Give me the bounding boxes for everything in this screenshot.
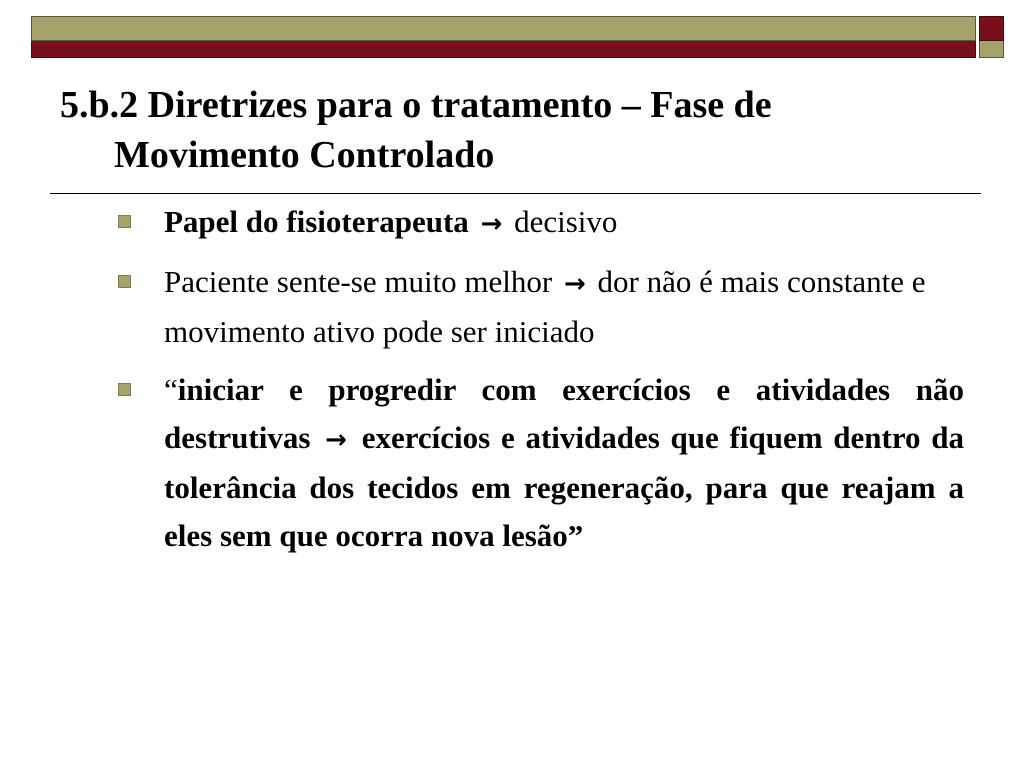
header-bar-maroon	[31, 41, 976, 58]
bullet-square-icon	[118, 215, 131, 228]
header-bar-olive	[31, 16, 976, 41]
slide-title-line2: Movimento Controlado	[114, 134, 495, 176]
slide-title-line1: 5.b.2 Diretrizes para o tratamento – Fase de	[60, 84, 772, 126]
bullet-3-after: exercícios e atividades que fiquem dentro da tolerância dos tecidos em regeneração, para que reajam a eles sem que ocorra nova lesão”	[164, 420, 965, 553]
bullet-2-before: Paciente sente-se muito melhor	[164, 264, 553, 299]
slide-title	[60, 80, 960, 180]
bullet-square-icon	[118, 275, 131, 288]
bullet-1-lead: Papel do fisioterapeuta	[164, 204, 469, 239]
header-square-olive	[979, 41, 1004, 58]
bullet-item-3	[118, 366, 964, 560]
bullet-2-after: dor não é mais constante e movimento ativo pode ser iniciado	[164, 264, 926, 349]
title-divider	[50, 193, 981, 194]
bullet-list	[118, 198, 964, 570]
header-square-maroon	[979, 16, 1004, 41]
bullet-3-open-quote: “	[164, 372, 178, 407]
bullet-square-icon	[118, 383, 131, 396]
bullet-item-2	[118, 258, 964, 356]
right-arrow-icon: →	[564, 269, 586, 299]
right-arrow-icon: →	[325, 425, 347, 455]
right-arrow-icon: →	[480, 209, 503, 239]
bullet-3-before: iniciar e progredir com exercícios e atividades não destrutivas	[164, 372, 964, 455]
bullet-item-1	[118, 198, 964, 248]
bullet-1-after: decisivo	[514, 204, 618, 239]
